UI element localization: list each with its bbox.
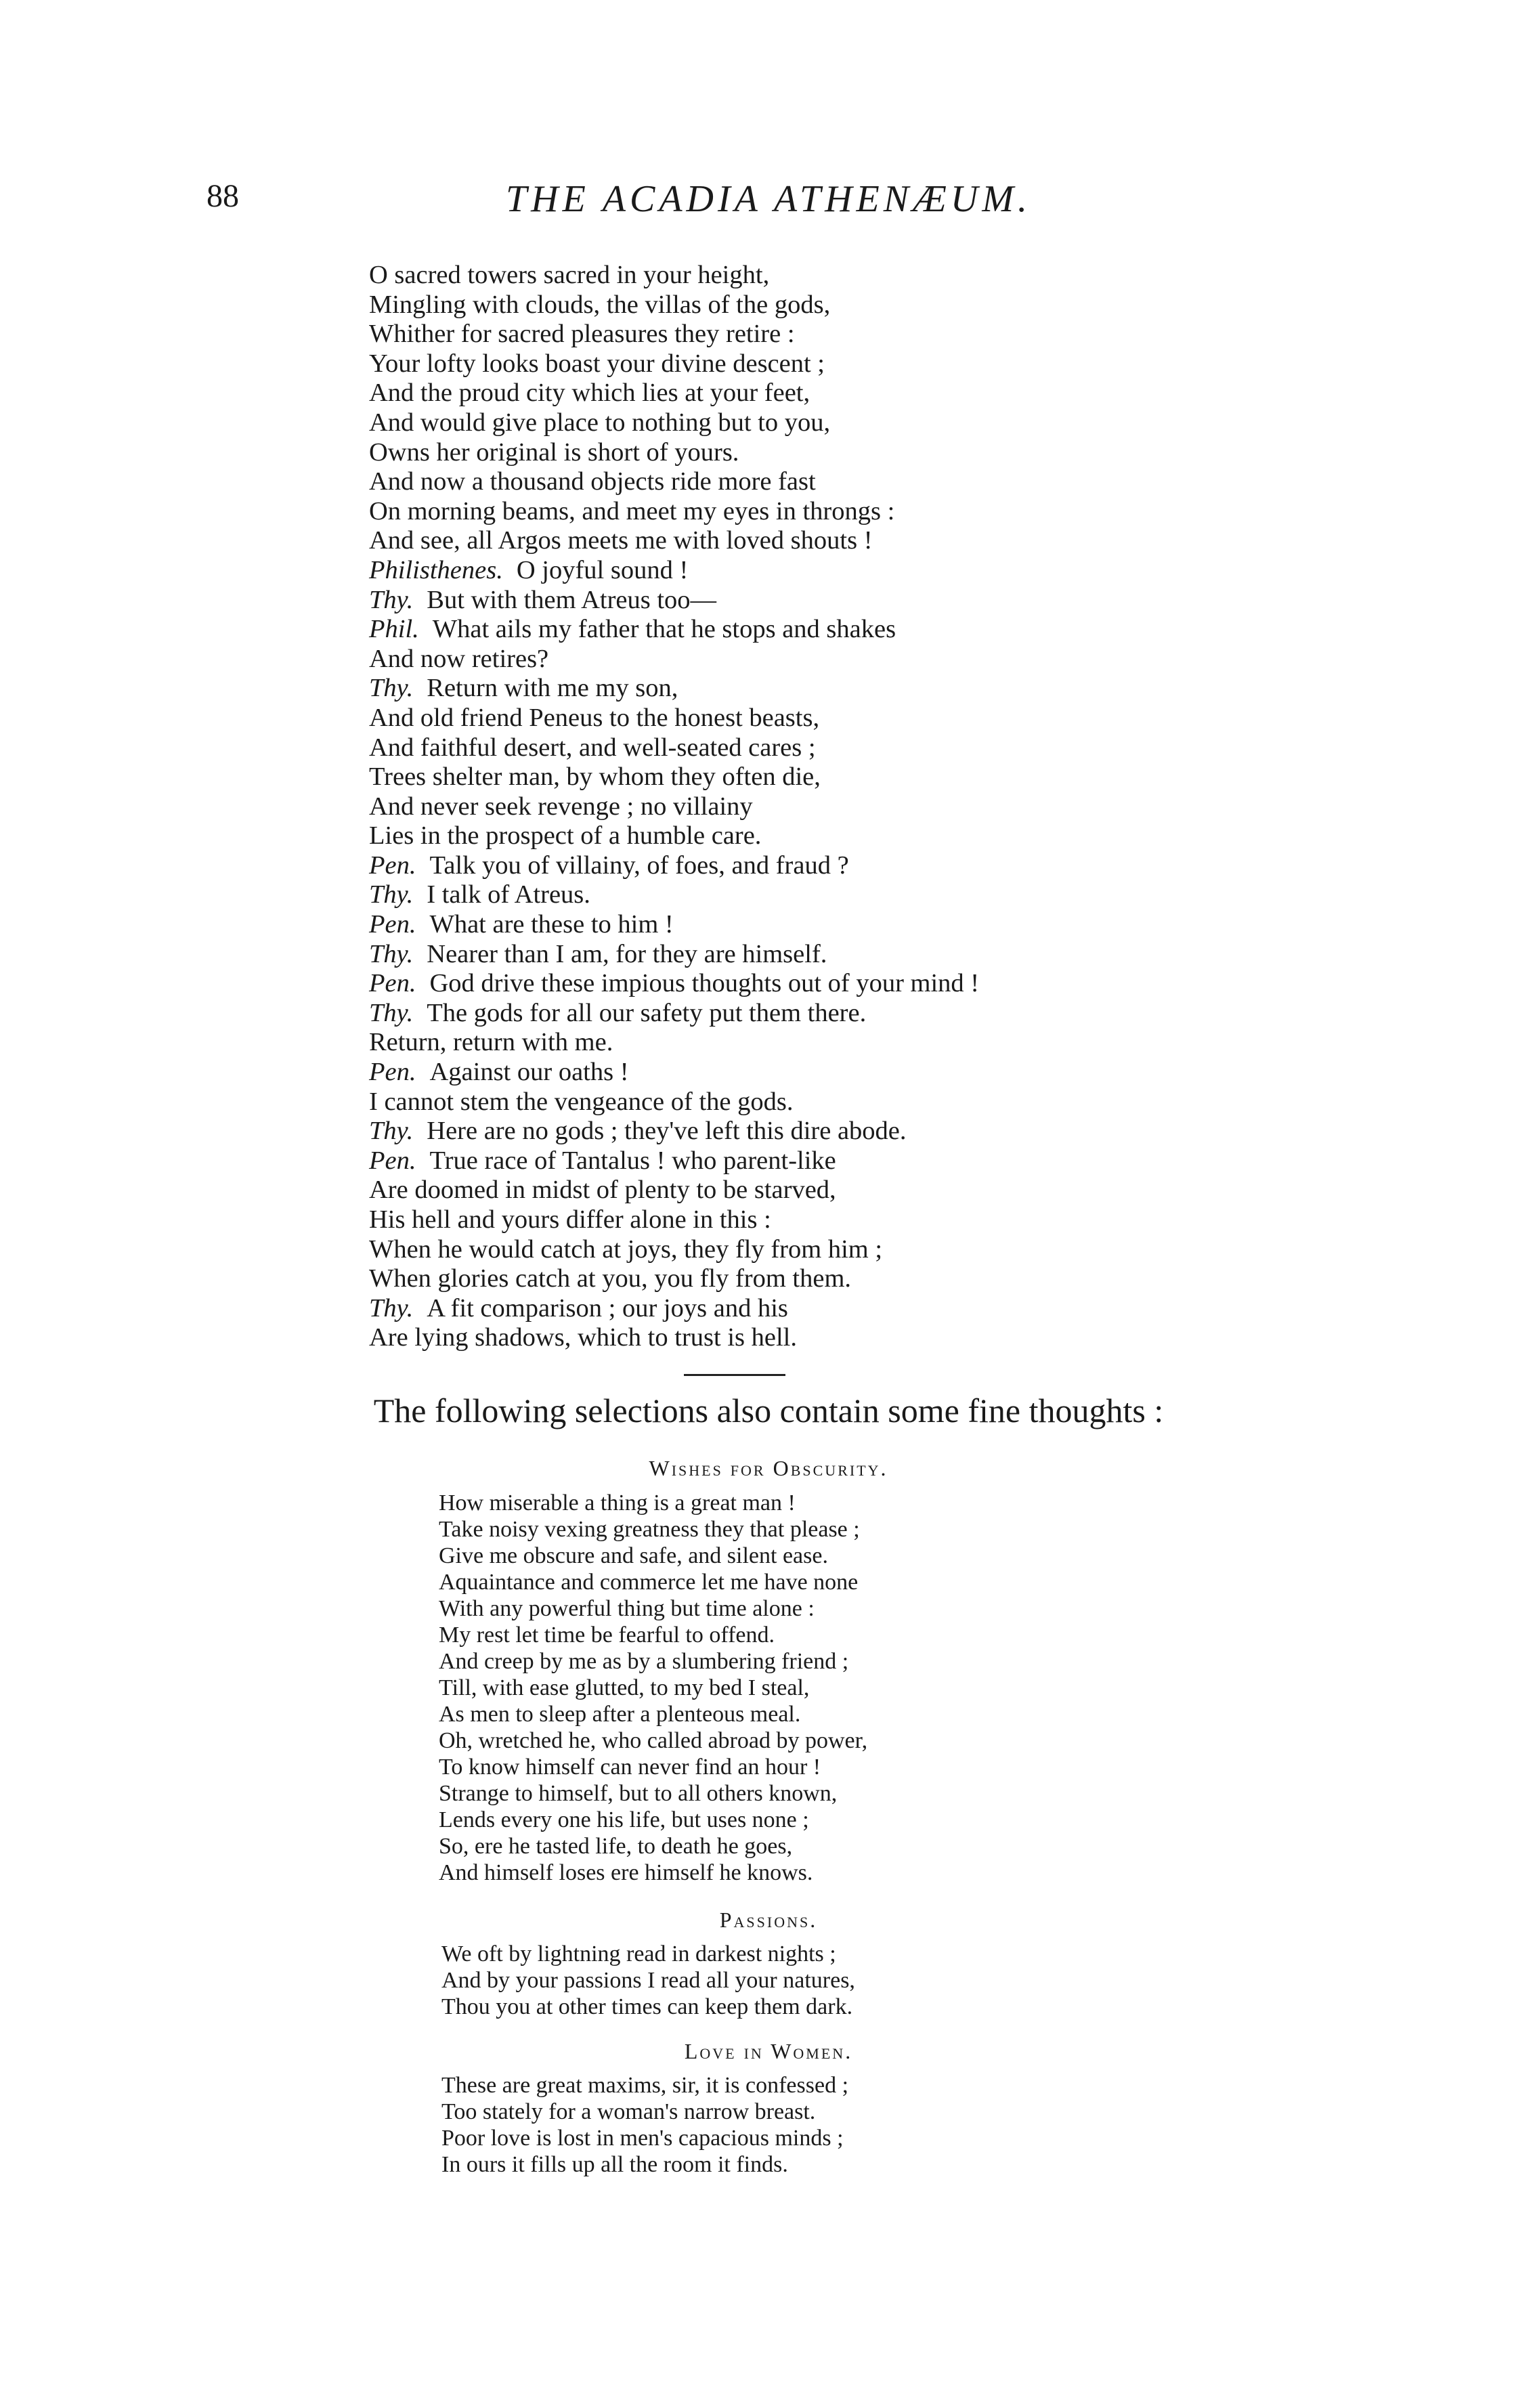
speaker-label: Thy.: [369, 939, 414, 968]
play-line: [369, 615, 1385, 645]
play-line: [369, 1176, 1385, 1205]
play-line-text: Are lying shadows, which to trust is hell.: [369, 1323, 797, 1352]
section-title-wishes: Wishes for Obscurity.: [649, 1456, 888, 1480]
play-line-text: And the proud city which lies at your feet,: [369, 379, 810, 408]
play-line: [369, 792, 1385, 822]
play-line: [369, 940, 1385, 970]
running-head: THE ACADIA ATHENÆUM.: [506, 178, 1031, 220]
speaker-label: Philisthenes.: [369, 555, 503, 584]
play-line: [369, 910, 1385, 940]
section-title-passions: Passions.: [719, 1908, 818, 1932]
play-line: [369, 969, 1385, 999]
play-line-text: The gods for all our safety put them there.: [427, 998, 867, 1027]
play-line-text: O sacred towers sacred in your height,: [369, 261, 770, 289]
play-line: [369, 408, 1385, 438]
poem-line: In ours it fills up all the room it finds.: [441, 2152, 788, 2177]
play-line-text: When glories catch at you, you fly from them.: [369, 1264, 852, 1293]
play-line: [369, 349, 1385, 379]
play-line: [369, 1028, 1385, 1058]
play-line: [369, 1264, 1385, 1294]
play-line: [369, 1235, 1385, 1265]
play-line: [369, 999, 1385, 1029]
play-line-text: Your lofty looks boast your divine descent ;: [369, 349, 825, 378]
speaker-label: Phil.: [369, 615, 419, 644]
play-line: [369, 733, 1385, 763]
play-line-text: And old friend Peneus to the honest beasts,: [369, 703, 820, 732]
play-line-text: Whither for sacred pleasures they retire :: [369, 320, 795, 349]
play-line: [369, 438, 1385, 468]
section-rule: [684, 1374, 785, 1376]
play-line-text: Are doomed in midst of plenty to be starved,: [369, 1176, 836, 1205]
play-line-text: And never seek revenge ; no villainy: [369, 792, 753, 821]
poem-line: Strange to himself, but to all others known,: [439, 1781, 838, 1806]
play-line-text: A fit comparison ; our joys and his: [427, 1293, 788, 1323]
play-line: [369, 704, 1385, 733]
speaker-label: Thy.: [369, 1117, 414, 1146]
play-line-text: And now retires?: [369, 644, 549, 673]
speaker-label: Thy.: [369, 998, 414, 1027]
play-line-text: Owns her original is short of yours.: [369, 437, 739, 467]
poem-line: With any powerful thing but time alone :: [439, 1596, 815, 1621]
speaker-label: Pen.: [369, 1058, 416, 1087]
play-line: [369, 467, 1385, 497]
play-line: [369, 526, 1385, 556]
play-line: [369, 320, 1385, 349]
page-header: [0, 177, 1537, 225]
play-line-text: And would give place to nothing but to you,: [369, 408, 831, 437]
play-line-text: What are these to him !: [429, 910, 674, 939]
poem-line: Thou you at other times can keep them dark.: [441, 1994, 853, 2019]
play-line: [369, 762, 1385, 792]
play-line-text: Talk you of villainy, of foes, and fraud ?: [429, 851, 849, 880]
play-line-text: O joyful sound !: [516, 555, 689, 584]
play-line-text: God drive these impious thoughts out of your mind !: [429, 969, 980, 998]
play-line: [369, 1058, 1385, 1088]
play-line-text: Return, return with me.: [369, 1028, 613, 1057]
speaker-label: Pen.: [369, 1146, 416, 1175]
play-line: [369, 880, 1385, 910]
play-line: [369, 379, 1385, 408]
play-line: [369, 291, 1385, 320]
speaker-label: Pen.: [369, 851, 416, 880]
play-line-text: Mingling with clouds, the villas of the gods,: [369, 290, 831, 319]
speaker-label: Thy.: [369, 880, 414, 909]
poem-line: And himself loses ere himself he knows.: [439, 1860, 813, 1885]
speaker-label: Pen.: [369, 969, 416, 998]
play-line: [369, 1294, 1385, 1324]
play-line-text: And now a thousand objects ride more fast: [369, 467, 816, 496]
play-line: [369, 1323, 1385, 1353]
speaker-label: Pen.: [369, 910, 416, 939]
poem-love-in-women: [441, 2072, 1322, 2178]
play-line: [369, 851, 1385, 881]
speaker-label: Thy.: [369, 674, 414, 703]
poem-passions: [441, 1941, 1322, 2020]
poem-line: We oft by lightning read in darkest nights ;: [441, 1941, 836, 1966]
play-line: [369, 1117, 1385, 1146]
play-line: [369, 674, 1385, 704]
poem-line: As men to sleep after a plenteous meal.: [439, 1702, 801, 1727]
poem-line: Till, with ease glutted, to my bed I steal,: [439, 1675, 810, 1700]
play-line-text: I cannot stem the vengeance of the gods.: [369, 1087, 794, 1116]
play-line-text: But with them Atreus too—: [427, 585, 717, 614]
play-line: [369, 1146, 1385, 1176]
play-line-text: Here are no gods ; they've left this dire abode.: [427, 1117, 907, 1146]
poem-line: And creep by me as by a slumbering friend ;: [439, 1649, 849, 1674]
play-line-text: And see, all Argos meets me with loved shouts !: [369, 526, 873, 555]
play-line-text: Against our oaths !: [429, 1058, 629, 1087]
play-line: [369, 497, 1385, 527]
play-line-text: Nearer than I am, for they are himself.: [427, 939, 827, 968]
section-title-love-in-women: Love in Women.: [684, 2039, 853, 2063]
play-line: [369, 1088, 1385, 1117]
poem-line: My rest let time be fearful to offend.: [439, 1622, 775, 1648]
poem-line: Too stately for a woman's narrow breast.: [441, 2099, 816, 2124]
play-line-text: Trees shelter man, by whom they often die,: [369, 762, 821, 792]
speaker-label: Thy.: [369, 585, 414, 614]
play-line: [369, 556, 1385, 586]
play-line-text: His hell and yours differ alone in this :: [369, 1205, 771, 1234]
play-line: [369, 821, 1385, 851]
poem-line: Poor love is lost in men's capacious minds ;: [441, 2126, 844, 2151]
speaker-label: Thy.: [369, 1293, 414, 1323]
poem-line: Take noisy vexing greatness they that please ;: [439, 1517, 860, 1542]
poem-wishes-for-obscurity: [439, 1490, 1319, 1886]
poem-line: To know himself can never find an hour !: [439, 1755, 821, 1780]
poem-line: How miserable a thing is a great man !: [439, 1490, 796, 1515]
play-line-text: On morning beams, and meet my eyes in throngs :: [369, 496, 895, 525]
play-line: [369, 1205, 1385, 1235]
play-line-text: I talk of Atreus.: [427, 880, 590, 909]
play-line-text: Return with me my son,: [427, 674, 678, 703]
play-excerpt: [369, 261, 1385, 1353]
play-line-text: True race of Tantalus ! who parent-like: [429, 1146, 836, 1175]
play-line: [369, 261, 1385, 291]
play-line-text: When he would catch at joys, they fly from him ;: [369, 1234, 883, 1264]
play-line-text: Lies in the prospect of a humble care.: [369, 821, 762, 851]
page-number: 88: [207, 178, 239, 214]
poem-line: Give me obscure and safe, and silent ease.: [439, 1543, 828, 1568]
play-line: [369, 586, 1385, 616]
poem-line: And by your passions I read all your natures,: [441, 1968, 855, 1993]
play-line: [369, 645, 1385, 674]
poem-line: Aquaintance and commerce let me have none: [439, 1570, 859, 1595]
poem-line: Oh, wretched he, who called abroad by power,: [439, 1728, 868, 1753]
poem-line: These are great maxims, sir, it is confessed ;: [441, 2073, 849, 2098]
play-line-text: And faithful desert, and well-seated cares ;: [369, 733, 816, 762]
poem-line: So, ere he tasted life, to death he goes,: [439, 1834, 793, 1859]
poem-line: Lends every one his life, but uses none ;: [439, 1807, 809, 1832]
intro-text: The following selections also contain some fine thoughts :: [373, 1392, 1164, 1429]
play-line-text: What ails my father that he stops and shakes: [432, 615, 896, 644]
